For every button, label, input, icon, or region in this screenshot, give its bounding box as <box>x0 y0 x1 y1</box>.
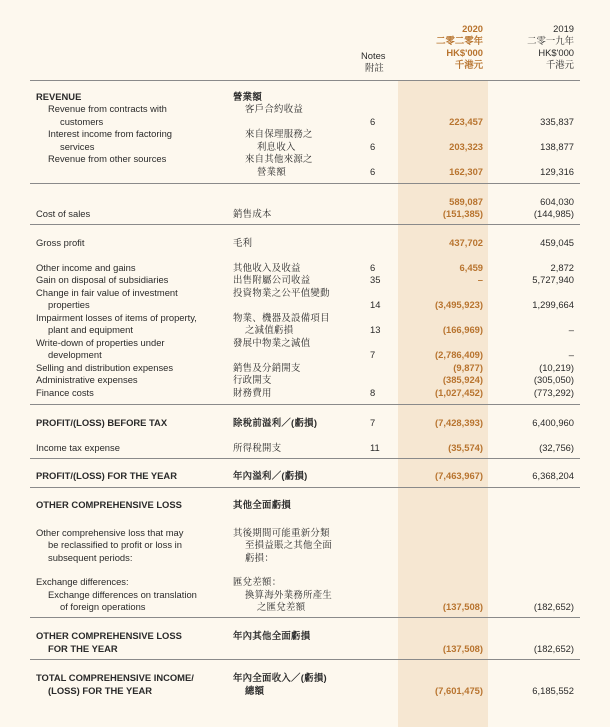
row-value-2019: 6,400,960 <box>532 417 574 428</box>
header-year-2019: 2019 <box>553 23 574 34</box>
table-row <box>0 387 610 400</box>
row-value-2020: 589,087 <box>449 196 483 207</box>
row-label-en: plant and equipment <box>48 324 133 335</box>
table-row <box>0 470 610 483</box>
row-value-2020: (137,508) <box>442 601 483 612</box>
row-label-en: Gross profit <box>36 237 85 248</box>
table-row <box>0 103 610 116</box>
table-row <box>0 153 610 166</box>
header-currency-2019-zh: 千港元 <box>545 59 574 70</box>
row-value-2020: 223,457 <box>449 116 483 127</box>
row-label-zh: 投資物業之公平值變動 <box>233 287 330 298</box>
row-label-en: properties <box>48 299 90 310</box>
table-row <box>0 349 610 362</box>
row-label-en: FOR THE YEAR <box>48 643 118 654</box>
row-value-2019: – <box>568 324 574 335</box>
rule-revenue-total <box>30 183 580 184</box>
table-row <box>0 237 610 250</box>
row-label-zh: 總額 <box>245 685 265 696</box>
row-label-en: Revenue from other sources <box>48 153 167 164</box>
row-label-en: of foreign operations <box>60 601 146 612</box>
row-label-en: Gain on disposal of subsidiaries <box>36 274 169 285</box>
header-notes: Notes <box>361 50 386 61</box>
row-label-en: Other comprehensive loss that may <box>36 527 184 538</box>
table-row <box>0 442 610 455</box>
row-value-2020: (166,969) <box>442 324 483 335</box>
row-label-zh: 財務費用 <box>233 387 272 398</box>
row-label-zh: 行政開支 <box>233 374 272 385</box>
row-label-en: Write-down of properties under <box>36 337 165 348</box>
row-label-en: TOTAL COMPREHENSIVE INCOME/ <box>36 672 194 683</box>
row-note: 11 <box>370 442 380 453</box>
table-row <box>0 499 610 512</box>
row-label-en: REVENUE <box>36 91 82 102</box>
row-value-2019: (305,050) <box>533 374 574 385</box>
row-label-en: Revenue from contracts with <box>48 103 167 114</box>
table-row <box>0 299 610 312</box>
row-label-zh: 年內其他全面虧損 <box>233 630 311 641</box>
row-label-zh: 銷售及分銷開支 <box>233 362 301 373</box>
row-label-en: services <box>60 141 95 152</box>
table-row <box>0 324 610 337</box>
row-value-2019: (10,219) <box>539 362 574 373</box>
row-note: 6 <box>370 141 376 152</box>
row-note: 14 <box>370 299 381 310</box>
row-value-2020: (1,027,452) <box>435 387 483 398</box>
rule-oci-total <box>30 617 580 618</box>
row-value-2020: 6,459 <box>459 262 483 273</box>
row-value-2020: 162,307 <box>449 166 483 177</box>
row-label-zh: 營業額 <box>257 166 287 177</box>
row-label-en: customers <box>60 116 104 127</box>
row-label-zh: 匯兌差額： <box>233 576 282 587</box>
row-note: 6 <box>370 262 376 273</box>
row-label-zh: 年內溢利／(虧損) <box>233 470 308 481</box>
row-label-zh: 來自保理服務之 <box>245 128 313 139</box>
row-label-en: Selling and distribution expenses <box>36 362 174 373</box>
table-row <box>0 274 610 287</box>
row-value-2020: (151,385) <box>442 208 483 219</box>
table-row <box>0 128 610 141</box>
row-label-en: Exchange differences on translation <box>48 589 197 600</box>
table-row <box>0 672 610 685</box>
header-notes-zh: 附註 <box>365 62 384 73</box>
row-value-2020: (137,508) <box>442 643 483 654</box>
row-value-2019: (32,756) <box>539 442 574 453</box>
row-value-2020: 437,702 <box>449 237 483 248</box>
row-value-2020: (9,877) <box>453 362 483 373</box>
header-year-2020: 2020 <box>462 23 483 34</box>
row-label-en: Exchange differences: <box>36 576 129 587</box>
table-row <box>0 208 610 221</box>
table-row <box>0 166 610 179</box>
row-value-2019: 138,877 <box>540 141 574 152</box>
row-label-zh: 虧損： <box>245 552 275 563</box>
header-year-2019-zh: 二零一九年 <box>527 35 574 46</box>
row-value-2020: (385,924) <box>442 374 483 385</box>
row-value-2019: 459,045 <box>540 237 574 248</box>
row-value-2019: 1,299,664 <box>532 299 574 310</box>
row-value-2019: 2,872 <box>550 262 574 273</box>
row-value-2019: 6,368,204 <box>532 470 574 481</box>
row-label-zh: 除稅前溢利／(虧損) <box>233 417 318 428</box>
row-label-en: development <box>48 349 102 360</box>
table-row <box>0 552 610 565</box>
row-value-2019: 6,185,552 <box>532 685 574 696</box>
row-note: 13 <box>370 324 381 335</box>
row-value-2020: (2,786,409) <box>435 349 483 360</box>
row-label-en: subsequent periods: <box>48 552 133 563</box>
row-label-zh: 年內全面收入／(虧損) <box>233 672 327 683</box>
rule-gross-profit <box>30 224 580 225</box>
row-label-en: OTHER COMPREHENSIVE LOSS <box>36 499 182 510</box>
row-label-en: Impairment losses of items of property, <box>36 312 197 323</box>
row-label-zh: 發展中物業之減值 <box>233 337 311 348</box>
row-value-2019: (182,652) <box>533 643 574 654</box>
row-value-2019: 335,837 <box>540 116 574 127</box>
row-label-zh: 其他全面虧損 <box>233 499 292 510</box>
row-label-en: PROFIT/(LOSS) BEFORE TAX <box>36 417 168 428</box>
table-row <box>0 601 610 614</box>
header-currency-2020-zh: 千港元 <box>454 59 483 70</box>
row-label-en: Interest income from factoring <box>48 128 173 139</box>
row-value-2019: (182,652) <box>533 601 574 612</box>
row-label-en: be reclassified to profit or loss in <box>48 539 182 550</box>
row-label-zh: 其他收入及收益 <box>233 262 301 273</box>
header-currency-2020: HK$'000 <box>446 47 483 58</box>
row-label-zh: 物業、機器及設備項目 <box>233 312 330 323</box>
row-value-2020: (7,428,393) <box>435 417 483 428</box>
row-value-2019: (144,985) <box>533 208 574 219</box>
table-row <box>0 643 610 656</box>
row-note: 6 <box>370 166 376 177</box>
row-value-2019: 129,316 <box>540 166 574 177</box>
row-note: 35 <box>370 274 381 285</box>
row-value-2020: (7,463,967) <box>435 470 483 481</box>
table-row <box>0 630 610 643</box>
row-label-zh: 出售附屬公司收益 <box>233 274 311 285</box>
row-label-en: Other income and gains <box>36 262 136 273</box>
row-label-zh: 其後期間可能重新分類 <box>233 527 330 538</box>
row-label-en: Change in fair value of investment <box>36 287 178 298</box>
table-row <box>0 576 610 589</box>
row-value-2019: 5,727,940 <box>532 274 574 285</box>
row-label-zh: 換算海外業務所產生 <box>245 589 333 600</box>
row-label-en: (LOSS) FOR THE YEAR <box>48 685 152 696</box>
row-value-2019: (773,292) <box>533 387 574 398</box>
table-row <box>0 417 610 430</box>
row-label-zh: 至損益賬之其他全面 <box>245 539 333 550</box>
row-label-en: OTHER COMPREHENSIVE LOSS <box>36 630 182 641</box>
row-value-2020: (35,574) <box>448 442 483 453</box>
row-label-zh: 之減值虧損 <box>245 324 294 335</box>
row-label-zh: 利息收入 <box>257 141 296 152</box>
table-row <box>0 374 610 387</box>
rule-total-comprehensive <box>30 659 580 660</box>
table-row <box>0 539 610 552</box>
row-note: 8 <box>370 387 376 398</box>
row-label-en: Cost of sales <box>36 208 91 219</box>
row-label-en: Income tax expense <box>36 442 120 453</box>
row-label-zh: 來自其他來源之 <box>245 153 313 164</box>
row-label-en: PROFIT/(LOSS) FOR THE YEAR <box>36 470 177 481</box>
rule-profit-year <box>30 458 580 459</box>
row-note: 7 <box>370 417 376 428</box>
table-row <box>0 685 610 698</box>
header-currency-2019: HK$'000 <box>538 47 574 58</box>
row-label-en: Finance costs <box>36 387 94 398</box>
row-value-2020: (7,601,475) <box>435 685 483 696</box>
row-note: 6 <box>370 116 376 127</box>
row-label-en: Administrative expenses <box>36 374 138 385</box>
row-label-zh: 之匯兌差額 <box>257 601 306 612</box>
row-label-zh: 銷售成本 <box>233 208 272 219</box>
row-label-zh: 所得稅開支 <box>233 442 282 453</box>
rule-oci-header <box>30 487 580 488</box>
row-label-zh: 毛利 <box>233 237 253 248</box>
row-note: 7 <box>370 349 376 360</box>
row-value-2020: 203,323 <box>449 141 483 152</box>
rule-before-tax <box>30 404 580 405</box>
row-value-2019: – <box>568 349 574 360</box>
row-value-2020: – <box>477 274 483 285</box>
row-value-2020: (3,495,923) <box>435 299 483 310</box>
row-label-zh: 營業額 <box>233 91 263 102</box>
header-year-2020-zh: 二零二零年 <box>436 35 483 46</box>
rule-header <box>30 80 580 81</box>
row-label-zh: 客戶合約收益 <box>245 103 304 114</box>
row-value-2019: 604,030 <box>540 196 574 207</box>
